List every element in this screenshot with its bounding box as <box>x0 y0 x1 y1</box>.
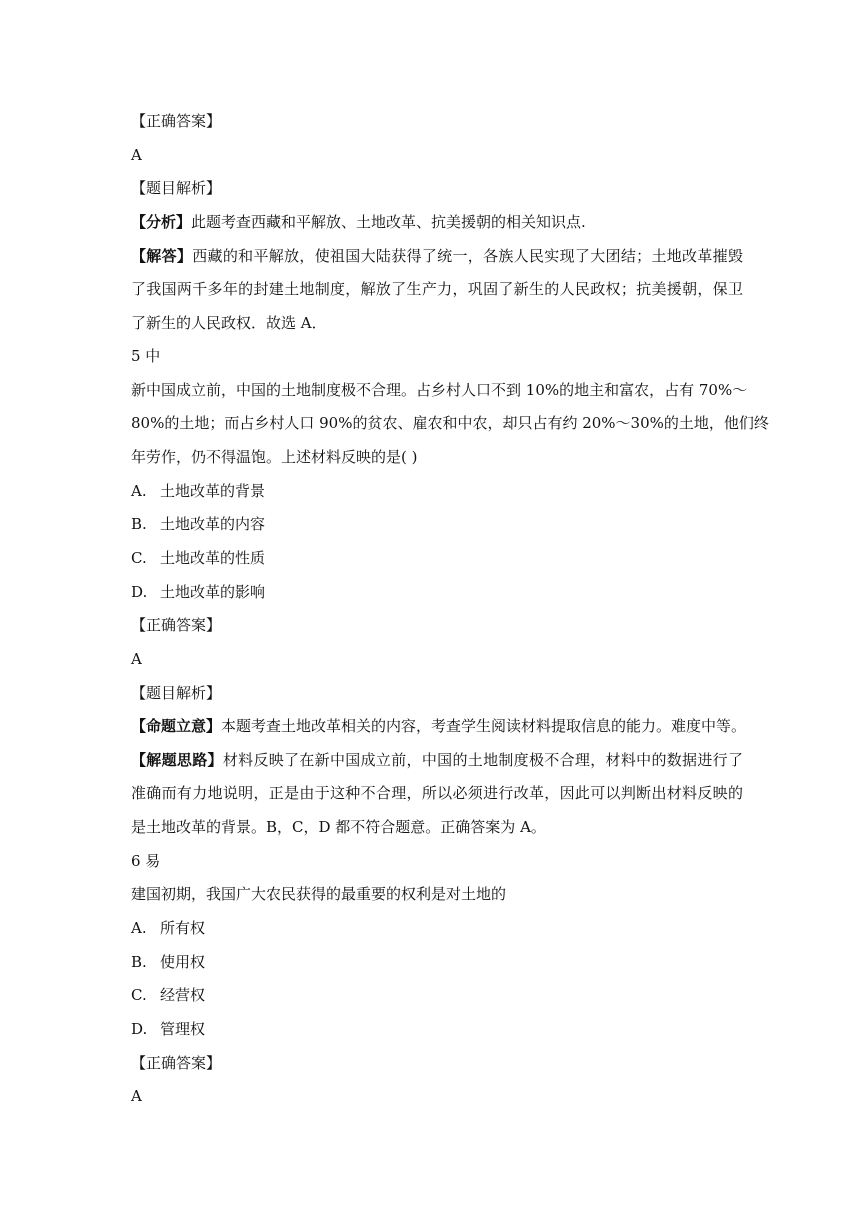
option-text: 使用权 <box>160 953 206 971</box>
mingti-text: 本题考查土地改革相关的内容，考查学生阅读材料提取信息的能力。难度中等。 <box>221 717 747 735</box>
option-text: 土地改革的性质 <box>160 549 266 567</box>
option-text: 土地改革的背景 <box>160 482 266 500</box>
analysis-silu-line-3: 是土地改革的背景。B，C，D 都不符合题意。正确答案为 A。 <box>131 818 546 836</box>
analysis-jieda-line-3: 了新生的人民政权．故选 A． <box>131 314 327 332</box>
option-b <box>131 952 743 972</box>
analysis-silu-line-1 <box>131 750 743 770</box>
jieda-tag: 【解答】 <box>131 247 193 265</box>
analysis-silu-line-2: 准确而有力地说明，正是由于这种不合理，所以必须进行改革，因此可以判断出材料反映的 <box>131 784 743 802</box>
option-letter: C. <box>131 986 147 1004</box>
question-stem-line-1: 新中国成立前，中国的土地制度极不合理。占乡村人口不到 10%的地主和富农，占有 70%～ <box>131 381 748 399</box>
option-letter: B. <box>131 953 147 971</box>
option-b <box>131 514 743 534</box>
option-letter: B. <box>131 515 147 533</box>
option-a <box>131 918 743 938</box>
analysis-fenxi <box>131 212 743 232</box>
option-text: 管理权 <box>160 1020 206 1038</box>
option-text: 所有权 <box>160 919 206 937</box>
option-c <box>131 548 743 568</box>
option-d <box>131 582 743 602</box>
option-letter: A. <box>131 482 147 500</box>
answer-value: A <box>131 650 142 668</box>
option-letter: C. <box>131 549 147 567</box>
analysis-mingti <box>131 716 747 736</box>
option-text: 土地改革的影响 <box>160 583 266 601</box>
mingti-tag: 【命题立意】 <box>131 717 222 735</box>
option-letter: D. <box>131 583 148 601</box>
silu-text-1: 材料反映了在新中国成立前，中国的土地制度极不合理，材料中的数据进行了 <box>222 751 743 769</box>
option-text: 土地改革的内容 <box>160 515 266 533</box>
analysis-jieda-line-1 <box>131 246 743 266</box>
fenxi-tag: 【分析】 <box>131 213 192 231</box>
fenxi-text: 此题考查西藏和平解放、土地改革、抗美援朝的相关知识点. <box>191 213 586 231</box>
option-c <box>131 985 743 1005</box>
question-header: 5 中 <box>131 347 161 365</box>
question-header: 6 易 <box>131 852 161 870</box>
jieda-text-1: 西藏的和平解放，使祖国大陆获得了统一，各族人民实现了大团结；土地改革摧毁 <box>192 247 743 265</box>
analysis-label: 【题目解析】 <box>131 179 222 197</box>
question-stem-line-2: 80%的土地；而占乡村人口 90%的贫农、雇农和中农，却只占有约 20%～30%的土地，他们终 <box>131 414 769 432</box>
silu-tag: 【解题思路】 <box>131 751 223 769</box>
option-letter: A. <box>131 919 147 937</box>
option-a <box>131 481 743 501</box>
answer-label: 【正确答案】 <box>131 1054 222 1072</box>
option-text: 经营权 <box>160 986 206 1004</box>
option-d <box>131 1019 743 1039</box>
option-letter: D. <box>131 1020 148 1038</box>
answer-label: 【正确答案】 <box>131 616 222 634</box>
analysis-label: 【题目解析】 <box>131 684 222 702</box>
question-stem: 建国初期，我国广大农民获得的最重要的权利是对土地的 <box>131 885 507 903</box>
answer-value: A <box>131 146 142 164</box>
answer-value: A <box>131 1087 142 1105</box>
analysis-jieda-line-2: 了我国两千多年的封建土地制度，解放了生产力，巩固了新生的人民政权；抗美援朝，保卫 <box>131 280 743 298</box>
question-stem-line-3: 年劳作，仍不得温饱。上述材料反映的是( ) <box>131 448 418 466</box>
answer-label: 【正确答案】 <box>131 112 222 130</box>
